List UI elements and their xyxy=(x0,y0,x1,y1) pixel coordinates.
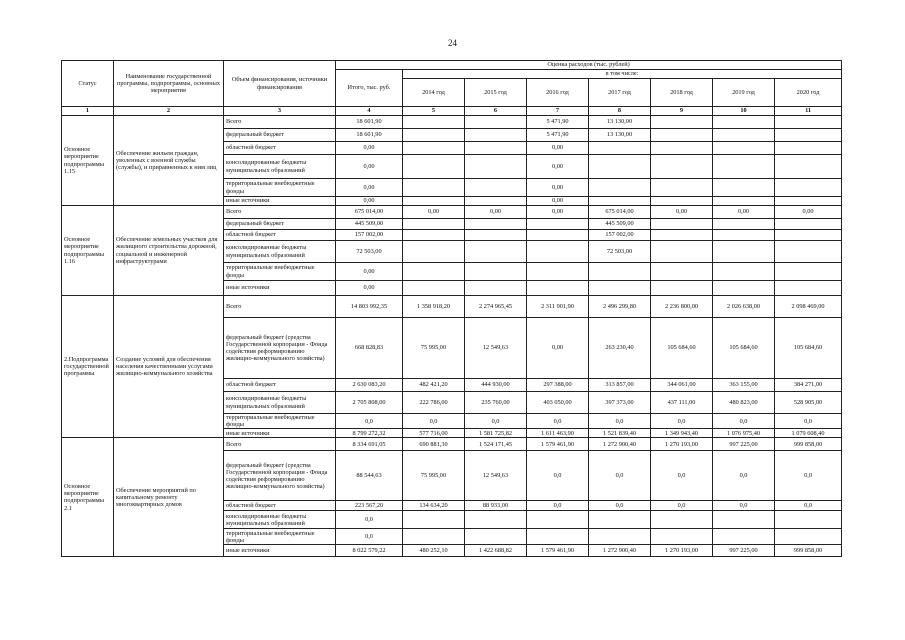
year-value-cell: 1 579 461,90 xyxy=(527,438,589,451)
column-number: 2 xyxy=(114,107,224,116)
total-cell: 2 630 083,20 xyxy=(336,379,403,392)
year-value-cell: 528 905,00 xyxy=(775,392,842,414)
year-value-cell xyxy=(775,241,842,263)
year-value-cell: 0,0 xyxy=(589,451,651,501)
year-value-cell xyxy=(713,116,775,129)
year-value-cell: 1 581 725,82 xyxy=(465,429,527,438)
year-value-cell: 297 388,00 xyxy=(527,379,589,392)
total-cell: 0,00 xyxy=(336,155,403,179)
year-value-cell: 0,0 xyxy=(527,451,589,501)
header-status: Статус xyxy=(62,61,114,107)
year-value-cell xyxy=(651,241,713,263)
year-value-cell xyxy=(775,179,842,197)
year-value-cell xyxy=(527,241,589,263)
year-value-cell xyxy=(589,511,651,529)
year-value-cell: 0,00 xyxy=(527,179,589,197)
year-value-cell: 0,0 xyxy=(651,451,713,501)
column-number: 8 xyxy=(589,107,651,116)
column-number: 11 xyxy=(775,107,842,116)
year-value-cell xyxy=(465,241,527,263)
year-value-cell: 690 881,30 xyxy=(403,438,465,451)
year-value-cell xyxy=(527,529,589,545)
total-cell: 0,0 xyxy=(336,529,403,545)
program-name-cell: Обеспечение жильем граждан, уволенных с военной службы (службы), и приравненных к ним лиц xyxy=(114,116,224,206)
year-value-cell xyxy=(465,179,527,197)
total-cell: 668 828,83 xyxy=(336,318,403,379)
year-value-cell xyxy=(775,281,842,296)
year-value-cell xyxy=(527,511,589,529)
year-value-cell: 0,00 xyxy=(465,206,527,219)
total-cell: 0,00 xyxy=(336,197,403,206)
total-cell: 72 503,00 xyxy=(336,241,403,263)
funding-source-cell: территориальные внебюджетные фонды xyxy=(224,414,336,429)
funding-source-cell: иные источники xyxy=(224,281,336,296)
year-value-cell: 1 524 171,45 xyxy=(465,438,527,451)
funding-source-cell: Всего xyxy=(224,116,336,129)
total-cell: 2 705 808,00 xyxy=(336,392,403,414)
funding-source-cell: федеральный бюджет (средства Государственной корпорации - Фонда содействия реформированию жилищно-коммунального хозяйства) xyxy=(224,451,336,501)
year-value-cell xyxy=(589,529,651,545)
status-cell: Основное мероприятие подпрограммы 1.16 xyxy=(62,206,114,296)
status-cell: Основное мероприятие подпрограммы 2.1 xyxy=(62,438,114,557)
year-value-cell: 0,0 xyxy=(589,414,651,429)
header-year: 2017 год xyxy=(589,79,651,107)
year-value-cell xyxy=(527,281,589,296)
header-name: Наименование государственной программы, подпрограммы, основных мероприятия xyxy=(114,61,224,107)
year-value-cell: 2 236 800,00 xyxy=(651,296,713,318)
year-value-cell xyxy=(589,142,651,155)
total-cell: 0,00 xyxy=(336,179,403,197)
year-value-cell xyxy=(403,155,465,179)
year-value-cell: 0,0 xyxy=(589,501,651,511)
year-value-cell: 363 155,00 xyxy=(713,379,775,392)
year-value-cell: 1 579 461,90 xyxy=(527,545,589,557)
year-value-cell: 0,0 xyxy=(713,414,775,429)
year-value-cell xyxy=(589,197,651,206)
year-value-cell xyxy=(775,142,842,155)
year-value-cell xyxy=(775,197,842,206)
column-number: 10 xyxy=(713,107,775,116)
year-value-cell: 0,0 xyxy=(651,414,713,429)
year-value-cell xyxy=(713,219,775,230)
header-year: 2020 год xyxy=(775,79,842,107)
year-value-cell xyxy=(713,197,775,206)
funding-source-cell: Всего xyxy=(224,206,336,219)
header-year: 2015 год xyxy=(465,79,527,107)
funding-source-cell: иные источники xyxy=(224,545,336,557)
year-value-cell xyxy=(651,219,713,230)
column-number: 6 xyxy=(465,107,527,116)
total-cell: 0,00 xyxy=(336,142,403,155)
year-value-cell: 384 271,00 xyxy=(775,379,842,392)
column-number: 9 xyxy=(651,107,713,116)
year-value-cell: 1 270 193,00 xyxy=(651,545,713,557)
funding-source-cell: федеральный бюджет xyxy=(224,219,336,230)
column-number: 1 xyxy=(62,107,114,116)
year-value-cell: 0,0 xyxy=(403,414,465,429)
year-value-cell: 0,0 xyxy=(527,501,589,511)
year-value-cell xyxy=(651,179,713,197)
year-value-cell xyxy=(775,529,842,545)
year-value-cell: 75 995,00 xyxy=(403,451,465,501)
header-total: Итого, тыс. руб. xyxy=(336,70,403,107)
total-cell: 18 601,90 xyxy=(336,116,403,129)
funding-source-cell: Всего xyxy=(224,296,336,318)
year-value-cell xyxy=(465,219,527,230)
year-value-cell xyxy=(403,263,465,281)
total-cell: 0,00 xyxy=(336,263,403,281)
funding-source-cell: областной бюджет xyxy=(224,142,336,155)
year-value-cell xyxy=(403,219,465,230)
year-value-cell xyxy=(713,129,775,142)
year-value-cell xyxy=(651,197,713,206)
year-value-cell xyxy=(713,155,775,179)
header-including: в том числе: xyxy=(403,70,842,79)
year-value-cell: 2 311 901,90 xyxy=(527,296,589,318)
year-value-cell: 997 225,00 xyxy=(713,438,775,451)
year-value-cell: 2 026 638,00 xyxy=(713,296,775,318)
year-value-cell xyxy=(403,241,465,263)
year-value-cell: 0,00 xyxy=(527,142,589,155)
year-value-cell: 1 079 608,40 xyxy=(775,429,842,438)
year-value-cell: 2 098 469,00 xyxy=(775,296,842,318)
year-value-cell xyxy=(465,155,527,179)
year-value-cell: 134 634,20 xyxy=(403,501,465,511)
year-value-cell: 403 050,00 xyxy=(527,392,589,414)
funding-source-cell: территориальные внебюджетные фонды xyxy=(224,529,336,545)
year-value-cell: 445 509,00 xyxy=(589,219,651,230)
funding-source-cell: областной бюджет xyxy=(224,501,336,511)
table-row xyxy=(62,296,842,318)
year-value-cell: 0,00 xyxy=(651,206,713,219)
total-cell: 0,0 xyxy=(336,511,403,529)
year-value-cell: 105 684,60 xyxy=(775,318,842,379)
year-value-cell: 12 549,63 xyxy=(465,451,527,501)
year-value-cell xyxy=(465,529,527,545)
year-value-cell xyxy=(651,129,713,142)
year-value-cell xyxy=(465,116,527,129)
year-value-cell xyxy=(527,230,589,241)
table-row xyxy=(62,206,842,219)
year-value-cell xyxy=(403,197,465,206)
funding-source-cell: Всего xyxy=(224,438,336,451)
year-value-cell: 2 496 299,80 xyxy=(589,296,651,318)
funding-source-cell: областной бюджет xyxy=(224,230,336,241)
year-value-cell xyxy=(403,129,465,142)
funding-source-cell: федеральный бюджет xyxy=(224,129,336,142)
year-value-cell xyxy=(465,129,527,142)
total-cell: 14 803 992,35 xyxy=(336,296,403,318)
year-value-cell: 0,00 xyxy=(527,197,589,206)
table-row xyxy=(62,116,842,129)
year-value-cell xyxy=(713,511,775,529)
year-value-cell xyxy=(403,230,465,241)
header-source: Объем финансирования, источники финансирования xyxy=(224,61,336,107)
year-value-cell xyxy=(775,116,842,129)
funding-source-cell: иные источники xyxy=(224,429,336,438)
year-value-cell xyxy=(651,281,713,296)
year-value-cell: 1 611 463,90 xyxy=(527,429,589,438)
year-value-cell: 88 933,00 xyxy=(465,501,527,511)
year-value-cell xyxy=(775,511,842,529)
funding-source-cell: федеральный бюджет (средства Государственной корпорации - Фонда содействия реформированию жилищно-коммунального хозяйства) xyxy=(224,318,336,379)
year-value-cell: 313 857,00 xyxy=(589,379,651,392)
year-value-cell: 999 858,00 xyxy=(775,545,842,557)
funding-source-cell: иные источники xyxy=(224,197,336,206)
funding-source-cell: консолидированные бюджеты муниципальных образований xyxy=(224,241,336,263)
year-value-cell xyxy=(651,529,713,545)
funding-source-cell: областной бюджет xyxy=(224,379,336,392)
funding-source-cell: консолидированные бюджеты муниципальных образований xyxy=(224,155,336,179)
year-value-cell: 344 061,00 xyxy=(651,379,713,392)
year-value-cell: 1 358 918,20 xyxy=(403,296,465,318)
year-value-cell: 1 422 688,82 xyxy=(465,545,527,557)
year-value-cell xyxy=(465,263,527,281)
year-value-cell: 157 002,00 xyxy=(589,230,651,241)
year-value-cell: 0,0 xyxy=(651,501,713,511)
year-value-cell xyxy=(589,263,651,281)
year-value-cell xyxy=(713,529,775,545)
year-value-cell: 0,0 xyxy=(465,414,527,429)
year-value-cell: 105 684,60 xyxy=(713,318,775,379)
funding-source-cell: территориальные внебюджетные фонды xyxy=(224,179,336,197)
total-cell: 18 601,90 xyxy=(336,129,403,142)
year-value-cell: 1 272 900,40 xyxy=(589,545,651,557)
year-value-cell xyxy=(651,511,713,529)
year-value-cell xyxy=(465,142,527,155)
year-value-cell: 0,0 xyxy=(775,501,842,511)
program-name-cell: Создание условий для обеспечения населения качественными услугами жилищно-коммунального хозяйства xyxy=(114,296,224,438)
header-year: 2014 год xyxy=(403,79,465,107)
total-cell: 0,00 xyxy=(336,281,403,296)
year-value-cell: 480 252,10 xyxy=(403,545,465,557)
year-value-cell xyxy=(775,155,842,179)
table-row xyxy=(62,438,842,451)
year-value-cell: 1 270 193,00 xyxy=(651,438,713,451)
program-name-cell: Обеспечение земельных участков для жилищного строительства дорожной, социальной и инженерной инфраструктурами xyxy=(114,206,224,296)
year-value-cell: 235 760,00 xyxy=(465,392,527,414)
year-value-cell xyxy=(403,179,465,197)
year-value-cell: 1 521 839,40 xyxy=(589,429,651,438)
year-value-cell xyxy=(465,511,527,529)
year-value-cell: 1 272 900,40 xyxy=(589,438,651,451)
year-value-cell: 444 930,00 xyxy=(465,379,527,392)
year-value-cell: 437 111,00 xyxy=(651,392,713,414)
year-value-cell: 263 230,40 xyxy=(589,318,651,379)
year-value-cell xyxy=(651,230,713,241)
year-value-cell: 0,0 xyxy=(713,451,775,501)
year-value-cell: 5 471,90 xyxy=(527,129,589,142)
year-value-cell: 0,00 xyxy=(403,206,465,219)
year-value-cell: 105 684,60 xyxy=(651,318,713,379)
year-value-cell xyxy=(465,197,527,206)
year-value-cell: 997 225,00 xyxy=(713,545,775,557)
year-value-cell xyxy=(403,529,465,545)
total-cell: 445 509,00 xyxy=(336,219,403,230)
year-value-cell: 75 995,00 xyxy=(403,318,465,379)
year-value-cell: 13 130,00 xyxy=(589,129,651,142)
status-cell: 2.Подпрограмма государственной программы xyxy=(62,296,114,438)
year-value-cell: 0,00 xyxy=(775,206,842,219)
year-value-cell: 675 014,00 xyxy=(589,206,651,219)
total-cell: 8 799 272,32 xyxy=(336,429,403,438)
total-cell: 157 002,00 xyxy=(336,230,403,241)
year-value-cell: 0,00 xyxy=(527,155,589,179)
year-value-cell: 0,0 xyxy=(775,451,842,501)
year-value-cell xyxy=(775,129,842,142)
year-value-cell: 0,00 xyxy=(713,206,775,219)
year-value-cell xyxy=(403,511,465,529)
page-number: 24 xyxy=(448,38,457,48)
year-value-cell: 5 471,90 xyxy=(527,116,589,129)
total-cell: 8 334 691,05 xyxy=(336,438,403,451)
year-value-cell: 13 130,00 xyxy=(589,116,651,129)
year-value-cell xyxy=(403,116,465,129)
header-year: 2016 год xyxy=(527,79,589,107)
total-cell: 88 544,63 xyxy=(336,451,403,501)
year-value-cell xyxy=(651,155,713,179)
column-number: 7 xyxy=(527,107,589,116)
year-value-cell xyxy=(527,219,589,230)
year-value-cell xyxy=(775,230,842,241)
year-value-cell: 222 786,00 xyxy=(403,392,465,414)
year-value-cell: 1 076 975,40 xyxy=(713,429,775,438)
year-value-cell xyxy=(403,281,465,296)
year-value-cell xyxy=(713,142,775,155)
column-number: 3 xyxy=(224,107,336,116)
year-value-cell xyxy=(651,116,713,129)
year-value-cell: 0,0 xyxy=(713,501,775,511)
year-value-cell: 1 349 943,40 xyxy=(651,429,713,438)
year-value-cell xyxy=(651,142,713,155)
total-cell: 675 014,00 xyxy=(336,206,403,219)
total-cell: 223 567,20 xyxy=(336,501,403,511)
year-value-cell xyxy=(589,179,651,197)
funding-source-cell: консолидированные бюджеты муниципальных образований xyxy=(224,392,336,414)
year-value-cell xyxy=(589,281,651,296)
header-year: 2019 год xyxy=(713,79,775,107)
total-cell: 0,0 xyxy=(336,414,403,429)
year-value-cell xyxy=(775,219,842,230)
year-value-cell: 12 549,63 xyxy=(465,318,527,379)
year-value-cell: 0,00 xyxy=(527,206,589,219)
status-cell: Основное мероприятие подпрограммы 1.15 xyxy=(62,116,114,206)
year-value-cell: 72 503,00 xyxy=(589,241,651,263)
year-value-cell: 480 823,00 xyxy=(713,392,775,414)
year-value-cell xyxy=(713,179,775,197)
year-value-cell: 397 373,00 xyxy=(589,392,651,414)
year-value-cell: 0,0 xyxy=(775,414,842,429)
budget-table xyxy=(61,60,842,557)
year-value-cell: 577 716,00 xyxy=(403,429,465,438)
header-estimate: Оценка расходов (тыс. рублей) xyxy=(336,61,842,70)
year-value-cell xyxy=(403,142,465,155)
year-value-cell xyxy=(713,230,775,241)
year-value-cell xyxy=(713,241,775,263)
year-value-cell: 0,00 xyxy=(527,318,589,379)
funding-source-cell: территориальные внебюджетные фонды xyxy=(224,263,336,281)
funding-source-cell: консолидированные бюджеты муниципальных образований xyxy=(224,511,336,529)
total-cell: 8 022 579,22 xyxy=(336,545,403,557)
year-value-cell xyxy=(589,155,651,179)
year-value-cell xyxy=(651,263,713,281)
year-value-cell xyxy=(713,281,775,296)
year-value-cell xyxy=(465,281,527,296)
program-name-cell: Обеспечение мероприятий по капитальному ремонту многоквартирных домов xyxy=(114,438,224,557)
year-value-cell: 999 858,00 xyxy=(775,438,842,451)
column-number: 5 xyxy=(403,107,465,116)
year-value-cell xyxy=(465,230,527,241)
header-year: 2018 год xyxy=(651,79,713,107)
year-value-cell: 482 421,20 xyxy=(403,379,465,392)
year-value-cell xyxy=(713,263,775,281)
column-number: 4 xyxy=(336,107,403,116)
year-value-cell: 2 274 965,45 xyxy=(465,296,527,318)
year-value-cell xyxy=(775,263,842,281)
year-value-cell: 0,0 xyxy=(527,414,589,429)
year-value-cell xyxy=(527,263,589,281)
